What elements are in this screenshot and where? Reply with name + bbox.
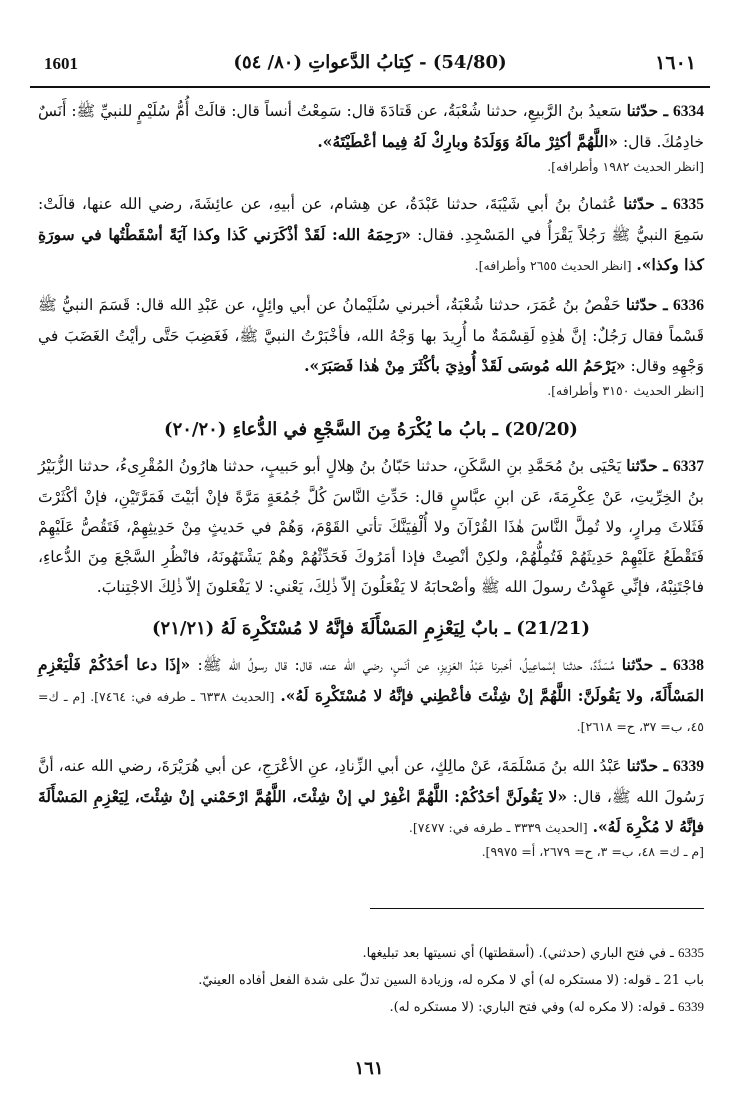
hadith-text: عَبْدُ الله بنُ مَسْلَمَةَ، عَنْ مالِكٍ، عن أبي الزِّنادِ، عنِ الأعْرَجِ، عن أبي هُرَيْرَةَ، رضي الله عنه، أنَّ رَسُولَ الله ﷺ، قال: [38,757,704,806]
hadith-matn: «يَرْحَمُ الله مُوسَى لَقَدْ أُوذِيَ بأكْثَرَ مِنْ هٰذا فَصَبَرَ». [304,356,626,375]
page-body [38,96,704,870]
bab-heading-20: (20/20) ـ بابُ ما يُكْرَهُ مِنَ السَّجْعِ في الدُّعاءِ (٢٠/٢٠) [164,419,578,440]
hadith-ref-muslim: [م ـ ك= ٤٨، ب= ٣، ح= ٢٦٧٩، أ= ٩٩٧٥]. [481,844,704,859]
chapter-title: (54/80) - كِتابُ الدَّعواتِ (٨٠/ ٥٤) [233,52,507,73]
page-header [30,44,710,84]
haddathana: ـ حدّثنا [626,101,669,120]
footnotes [38,940,704,1021]
footnote-number: 6335 [678,945,704,960]
footnote [38,994,704,1021]
footnote [38,967,704,994]
hadith-text: يَحْيَى بنُ مُحَمَّدِ بنِ السَّكَنِ، حدثنا حَبّانُ بنُ هِلالٍ أبو حَبيبٍ، حدثنا هارُونُ المُقْرِىءُ، حدثنا الزُّبَيْرُ بنُ الخِرِّيتِ، عَنْ عِكْرِمَةَ، عَن ابنِ عبَّاسٍ قال: حَدِّثِ النَّاسَ كُلَّ جُمُعَةٍ مَرَّةً فإنْ أبَيْتَ فَمَرَّتَيْنِ، فإنْ أكْثَرْتَ فَثَلاثَ مِرارٍ، ولا تُمِلَّ النَّاسَ هٰذَا القُرْآنَ ولا أُلْفِيَنَّكَ تأتي القَوْمَ، وَهُمْ في حَديثٍ مِنْ حَدِيثِهِمْ، فَتَقُصُّ عَلَيْهِمْ فَتَقْطَعُ عَلَيْهِمْ حَدِيثَهُمْ فَتُمِلُّهُمْ، ولكِنْ أنْصِتْ فإذا أمَرُوكَ فَحَدِّثْهُمْ وهُمْ يَشْتَهُونَهُ، فانْظُرِ السَّجْعَ مِنَ الدُّعاءِ، فاجْتَنِبْهُ، فإنِّي عَهِدْتُ رسولَ الله ﷺ وأصْحابَهُ لا يَفْعَلُونَ إلاّ ذٰلِكَ، يَعْني: لا يَفْعَلونَ إلاّ ذٰلِكَ الاجْتِنابَ. [38,457,704,596]
hadith-number: 6334 [672,103,704,120]
haddathana: ـ حدّثنا [626,456,668,475]
hadith-number: 6337 [673,458,704,475]
footnote-rule [370,908,704,909]
hadith-number: 6339 [673,758,705,775]
hadith-number: 6338 [673,657,704,674]
hadith-text: حَفْصُ بنُ عُمَرَ، حدثنا شُعْبَةُ، أخبرني سُلَيْمانُ عن أبي وائِلٍ، عن عَبْدِ الله قال: قَسَمَ النبيُّ ﷺ قَسْماً فقال رَجُلٌ: إنَّ هٰذِهِ لَقِسْمَةٌ ما أُرِيدَ بها وَجْهُ الله، فأخْبَرْتُ النبيَّ ﷺ، فَغَضِبَ حَتَّى رأيْتُ الغَضَبَ في وَجْهِهِ وقال: [38,296,704,375]
hadith-ref: [الحديث ٣٣٣٩ ـ طرفه في: ٧٤٧٧]. [408,820,588,835]
hadith-text: سَعيدُ بنُ الرَّبيعِ، حدثنا شُعْبَةُ، عن قَتادَةَ قال: سَمِعْتُ أنساً قال: قالَتْ أُمُّ سُلَيْمٍ للنبيِّ ﷺ: أَنَسٌ خادِمُكَ. قال: [38,102,704,151]
hadith-ref: [انظر الحديث ٢٦٥٥ وأطرافه]. [474,258,632,273]
hadith-number: 6335 [673,196,705,213]
haddathana: ـ حدّثنا [625,295,668,314]
hadith-matn: «لا يَقُولَنَّ أحَدُكُمْ: اللَّهُمَّ اغْفِرْ لي إنْ شِئْتَ، اللَّهُمَّ ارْحَمْني إنْ شِئْتَ، لِيَعْزِمِ المَسْأَلَةَ فإنَّهُ لا مُكْرِهَ لَهُ». [38,787,704,836]
haddathana: ـ حدّثنا [621,655,666,674]
hadith-6339 [38,751,704,842]
hadith-number: 6336 [672,297,704,314]
hadith-matn: «رَحِمَهُ الله: لَقَدْ أذْكَرَني كَذا وكذا آيَةً أسْقَطْتُها في سورَةِ كذا وكذا». [38,225,704,274]
page-number-latin: 1601 [44,54,78,73]
haddathana: ـ حدّثنا [623,194,667,213]
header-rule [30,86,710,88]
hadith-text: مُسَدَّدٌ، حدثنا إسْماعِيلُ، أخبرنا عَبْدُ العَزِيزِ، عن أنَسٍ، رضي الله عنه، قال: قال رسولُ الله ﷺ: [190,656,615,674]
footer-page-number: ١٦١ [354,1058,384,1079]
page-number-arabic: ١٦٠١ [655,52,696,74]
haddathana: ـ حدّثنا [626,756,669,775]
hadith-6334 [38,96,704,157]
hadith-6335 [38,189,704,280]
footnote-text: باب 21 ـ قوله: (لا مستكره له) أي لا مكره له، وزيادة السين تدلّ على شدة الفعل أفاده العينيّ. [198,973,704,988]
footnote [38,940,704,967]
hadith-ref: [انظر الحديث ٣١٥٠ وأطرافه]. [547,383,704,398]
hadith-ref: [الحديث ٦٣٣٨ ـ طرفه في: ٧٤٦٤]. [م ـ ك= ٤٥، ب= ٣٧، ح= ٢٦١٨]. [38,689,704,734]
hadith-matn: «إذَا دعا أحَدُكُمْ فَلْيَعْزِمِ المَسْأَلَةَ، ولا يَقُولَنَّ: اللَّهُمَّ إنْ شِئْتَ فأعْطِني فإنَّهُ لا مُسْتَكْرِهَ لَهُ». [38,655,704,705]
hadith-6336 [38,290,704,381]
hadith-6338 [38,650,704,741]
hadith-ref: [انظر الحديث ١٩٨٢ وأطرافه]. [547,159,704,174]
hadith-6337 [38,451,704,602]
hadith-text: عُثمانُ بنُ أبي شَيْبَةَ، حدثنا عَبْدَةُ، عن هِشام، عن أبيهِ، عن عائِشَةَ، رضي الله عنها، قالَتْ: سَمِعَ النبيُّ ﷺ رَجُلاً يَقْرَأُ في المَسْجِدِ. فقال: [38,195,704,244]
footnote-text: ـ في فتح الباري (حدثني). (أسقطتها) أي نسيتها بعد تبليغها. [362,946,674,961]
bab-heading-21: (21/21) ـ بابٌ لِيَعْزِمِ المَسْأَلَةَ فإنَّهُ لا مُسْتَكْرِهَ لَهُ (٢١/٢١) [152,618,590,639]
footnote-number: 6339 [678,999,704,1014]
hadith-matn: «اللَّهُمَّ أكثِرْ مالَهُ وَوَلَدَهُ وبارِكْ لَهُ فِيما أعْطَيْتَهُ». [317,132,619,151]
footnote-text: ـ قوله: (لا مكره له) وفي فتح الباري: (لا مستكره له). [389,1000,674,1015]
